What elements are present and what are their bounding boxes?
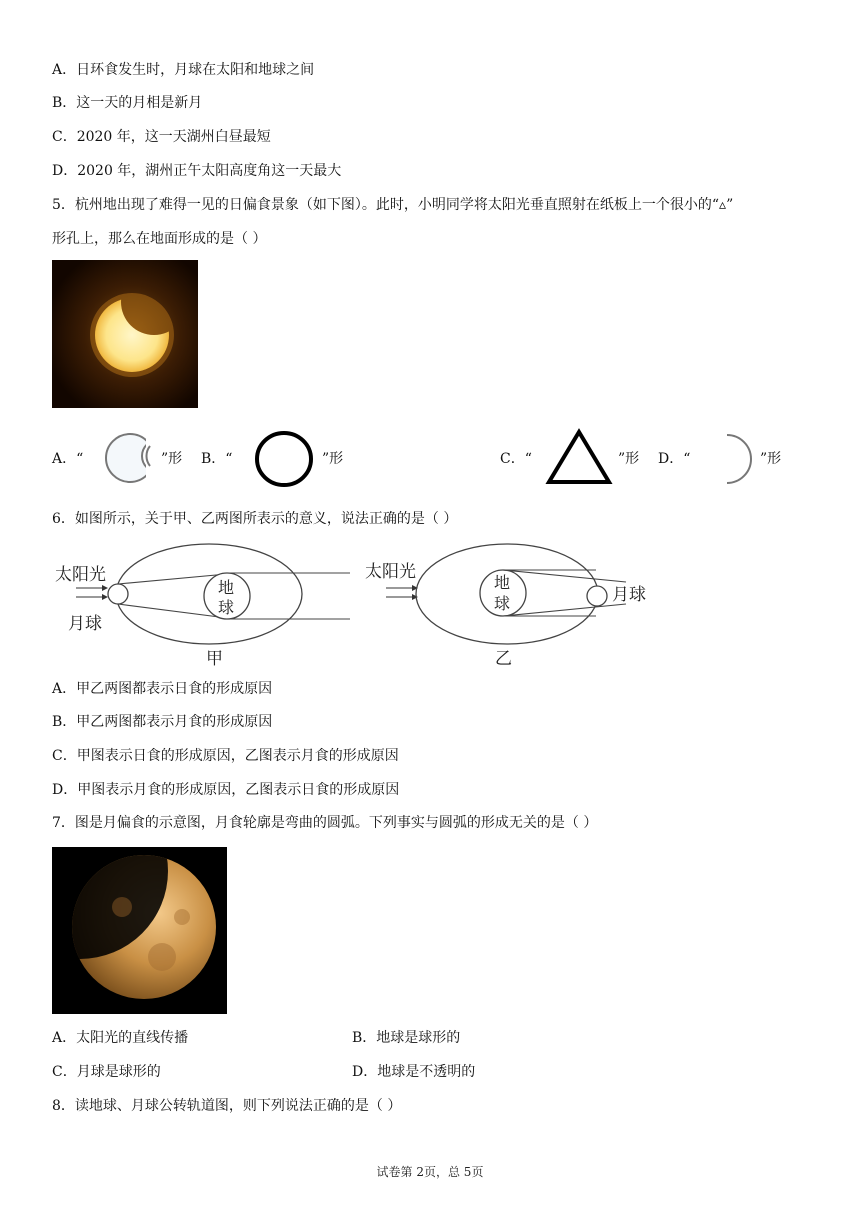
q5-option-a-prefix: A．“: [52, 451, 84, 467]
q4-option-b: B．这一天的月相是新月: [52, 95, 203, 111]
diagram-yi: [362, 543, 658, 670]
q4-option-d: D．2020 年，湖州正午太阳高度角这一天最大: [52, 163, 342, 179]
q7-option-c: C．月球是球形的: [52, 1064, 161, 1080]
q6-option-c: C．甲图表示日食的形成原因，乙图表示月食的形成原因: [52, 748, 399, 764]
solar-eclipse-photo: [52, 260, 198, 408]
crescent-shape-d-icon: [697, 430, 757, 488]
q5-option-a-suffix: ”形: [161, 451, 183, 467]
jia-moon-label: 月球: [68, 614, 102, 634]
jia-sunlight-label: 太阳光: [55, 565, 106, 585]
q7-option-b: B．地球是球形的: [352, 1030, 461, 1046]
q7-option-d: D．地球是不透明的: [352, 1064, 476, 1080]
q5-stem-line1: 5．杭州地出现了难得一见的日偏食景象（如下图）。此时，小明同学将太阳光垂直照射在纸板上一个很小的“▵”: [52, 197, 734, 213]
crescent-shape-a-icon: [102, 430, 158, 486]
jia-caption: 甲: [206, 649, 223, 669]
q6-option-b: B．甲乙两图都表示月食的形成原因: [52, 714, 273, 730]
q6-option-a: A．甲乙两图都表示日食的形成原因: [52, 681, 273, 697]
circle-shape-b-icon: [253, 429, 315, 489]
q7-option-a: A．太阳光的直线传播: [52, 1030, 189, 1046]
q4-option-c: C．2020 年，这一天湖州白昼最短: [52, 129, 271, 145]
q4-option-a: A．日环食发生时，月球在太阳和地球之间: [52, 62, 315, 78]
yi-moon: [587, 586, 607, 606]
jia-earth-label-top: 地: [218, 578, 235, 597]
yi-earth-label-bottom: 球: [494, 594, 511, 613]
q7-stem: 7．图是月偏食的示意图，月食轮廓是弯曲的圆弧。下列事实与圆弧的形成无关的是（ ）: [52, 815, 598, 831]
q5-option-c-suffix: ”形: [618, 451, 640, 467]
q5-option-c-prefix: C．“: [500, 451, 532, 467]
diagram-jia: [52, 543, 356, 670]
q5-option-d-prefix: D．“: [658, 451, 691, 467]
page-footer: 试卷第 2页，总 5页: [376, 1165, 484, 1179]
yi-sunlight-label: 太阳光: [365, 562, 416, 582]
yi-moon-label: 月球: [612, 585, 646, 605]
triangle-shape-c-icon: [545, 428, 613, 486]
q5-option-d-suffix: ”形: [760, 451, 782, 467]
q6-option-d: D．甲图表示月食的形成原因，乙图表示日食的形成原因: [52, 782, 400, 798]
q6-stem: 6．如图所示，关于甲、乙两图所表示的意义，说法正确的是（ ）: [52, 511, 458, 527]
jia-moon: [108, 584, 128, 604]
q5-stem-line2: 形孔上，那么在地面形成的是（ ）: [52, 231, 267, 247]
q8-stem: 8．读地球、月球公转轨道图，则下列说法正确的是（ ）: [52, 1098, 402, 1114]
q5-option-b-suffix: ”形: [322, 451, 344, 467]
q5-option-b-prefix: B．“: [201, 451, 233, 467]
yi-earth-label-top: 地: [494, 573, 511, 592]
jia-earth-label-bottom: 球: [218, 598, 235, 617]
yi-caption: 乙: [495, 649, 512, 669]
lunar-eclipse-photo: [52, 847, 227, 1014]
